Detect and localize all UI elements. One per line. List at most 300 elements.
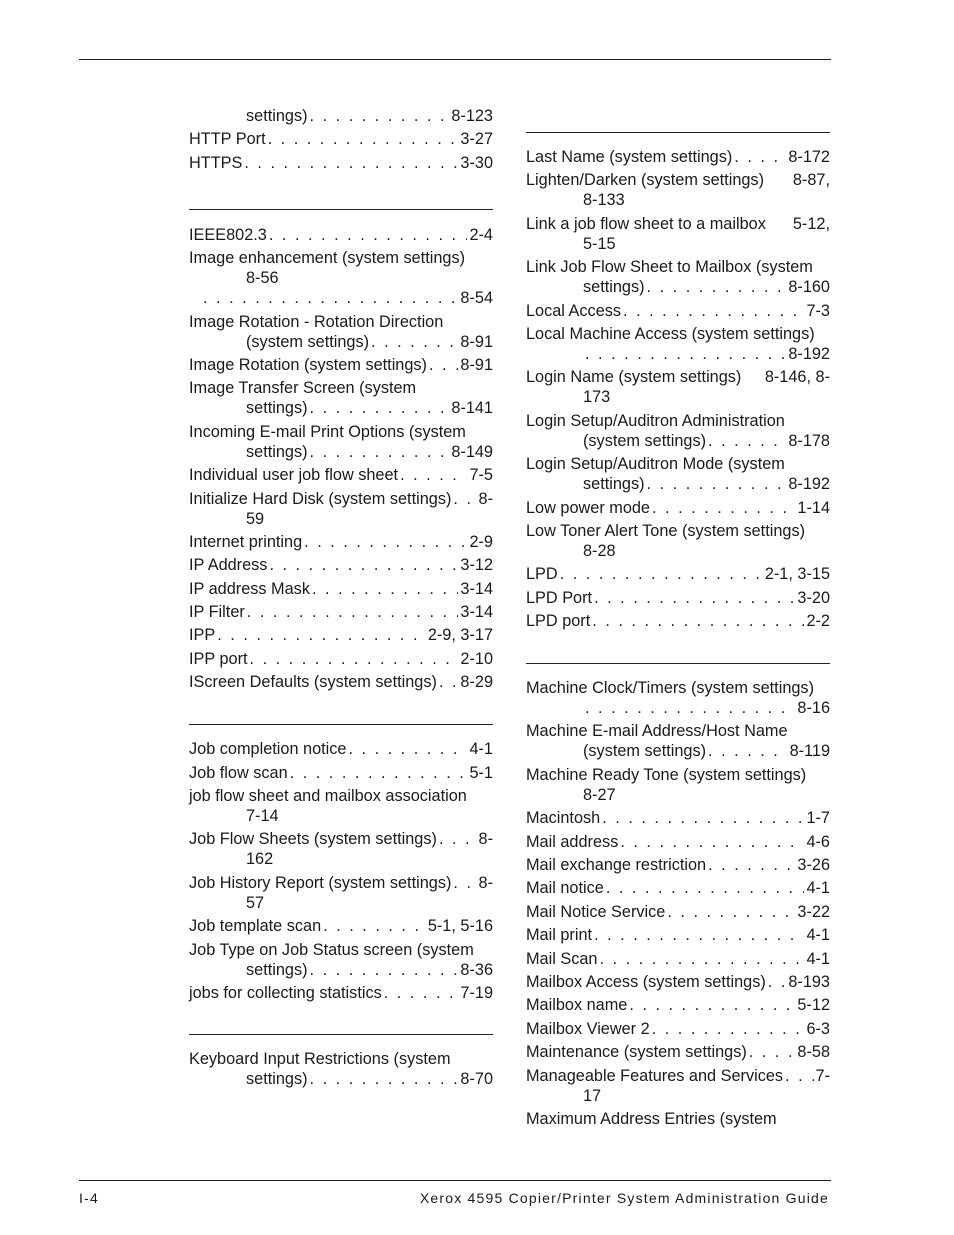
index-line	[189, 129, 493, 149]
index-entry	[526, 1042, 830, 1062]
dot-leader	[244, 153, 458, 173]
page-ref: 3-27	[460, 130, 493, 149]
index-term: 8-56	[246, 269, 279, 288]
page-ref: 8-	[478, 830, 493, 849]
dot-leader	[203, 288, 458, 308]
page-ref: 3-22	[797, 902, 830, 921]
index-line	[526, 411, 830, 431]
dot-leader	[708, 741, 788, 761]
index-line	[189, 398, 493, 418]
dot-leader	[667, 902, 795, 922]
page-ref: 3-30	[460, 153, 493, 172]
index-entry	[189, 422, 493, 462]
dot-leader	[439, 829, 477, 849]
index-line	[189, 806, 493, 826]
page-ref: 8-87,	[792, 171, 830, 190]
page-ref: 8-91	[460, 332, 493, 351]
index-entry	[189, 248, 493, 308]
page-ref: 4-6	[806, 832, 830, 851]
index-term: (system settings)	[583, 742, 707, 761]
index-entry	[526, 1019, 830, 1039]
dot-leader	[310, 398, 450, 418]
dot-leader	[304, 532, 467, 552]
page-ref: 8-36	[460, 960, 493, 979]
dot-leader	[310, 106, 450, 126]
index-line	[189, 579, 493, 599]
index-line	[526, 1066, 830, 1086]
dot-leader	[429, 355, 458, 375]
index-line	[526, 234, 830, 254]
index-line	[189, 532, 493, 552]
dot-leader	[734, 147, 786, 167]
index-line	[526, 367, 830, 387]
index-line	[526, 721, 830, 741]
index-entry	[189, 916, 493, 936]
index-term: Mailbox Access (system settings)	[526, 972, 766, 991]
index-line	[189, 465, 493, 485]
index-term: Mail notice	[526, 879, 604, 898]
index-term: Machine Clock/Timers (system settings)	[526, 679, 814, 698]
index-entry	[189, 532, 493, 552]
index-entry	[526, 878, 830, 898]
index-line	[189, 960, 493, 980]
page-ref: 1-14	[797, 498, 830, 517]
index-term: Job History Report (system settings)	[189, 873, 452, 892]
index-term: Incoming E-mail Print Options (system	[189, 422, 466, 441]
index-line	[526, 541, 830, 561]
dot-leader	[785, 1066, 813, 1086]
index-line	[189, 422, 493, 442]
dot-leader	[652, 1019, 805, 1039]
dot-leader	[585, 698, 795, 718]
index-term: IPP port	[189, 649, 248, 668]
index-line	[526, 301, 830, 321]
index-term: IEEE802.3	[189, 225, 267, 244]
index-term: 7-14	[246, 807, 279, 826]
index-term: IPP	[189, 626, 216, 645]
index-entry	[526, 972, 830, 992]
index-line	[189, 672, 493, 692]
index-term: settings)	[246, 399, 308, 418]
index-line	[526, 588, 830, 608]
index-term: HTTPS	[189, 153, 243, 172]
index-entry	[526, 564, 830, 584]
page-ref: 8-58	[797, 1043, 830, 1062]
index-term: IP Address	[189, 556, 268, 575]
page-ref: 8-	[478, 873, 493, 892]
index-entry	[189, 465, 493, 485]
index-entry	[526, 949, 830, 969]
index-line	[189, 489, 493, 509]
index-term: 8-28	[583, 541, 616, 560]
page-ref: 8-160	[788, 278, 830, 297]
index-term: Macintosh	[526, 809, 601, 828]
index-line	[526, 698, 830, 718]
page-ref: 8-16	[797, 699, 830, 718]
page-ref: 3-20	[797, 588, 830, 607]
index-line	[189, 829, 493, 849]
index-entry	[189, 940, 493, 980]
index-term: 5-15	[583, 234, 616, 253]
index-entry	[189, 555, 493, 575]
dot-leader	[453, 873, 476, 893]
index-term: Image Transfer Screen (system	[189, 379, 417, 398]
index-term: Link a job flow sheet to a mailbox	[526, 214, 766, 233]
index-entry	[526, 170, 830, 210]
page-ref: 8-149	[451, 442, 493, 461]
index-term: settings)	[246, 1069, 308, 1088]
page-ref: 4-1	[469, 740, 493, 759]
page-ref: 8-141	[451, 399, 493, 418]
dot-leader	[708, 855, 795, 875]
index-term: settings)	[583, 278, 645, 297]
dot-leader	[439, 672, 458, 692]
dot-leader	[560, 564, 763, 584]
index-term: Lighten/Darken (system settings)	[526, 171, 764, 190]
index-line	[526, 855, 830, 875]
index-term: Maximum Address Entries (system	[526, 1109, 777, 1128]
index-entry	[526, 521, 830, 561]
dot-leader	[290, 763, 468, 783]
index-line	[189, 916, 493, 936]
page-ref: 3-12	[460, 556, 493, 575]
index-entry	[526, 611, 830, 631]
index-line	[526, 431, 830, 451]
dot-leader	[269, 555, 458, 575]
index-term: Maintenance (system settings)	[526, 1043, 747, 1062]
dot-leader	[606, 878, 805, 898]
index-term: Internet printing	[189, 532, 303, 551]
index-line	[189, 268, 493, 288]
index-entry	[189, 106, 493, 126]
page-ref: 8-178	[788, 431, 830, 450]
index-entry	[526, 367, 830, 407]
index-entry	[526, 721, 830, 761]
index-term: 57	[246, 893, 265, 912]
index-term: LPD Port	[526, 588, 593, 607]
index-entry	[189, 489, 493, 529]
page-ref: 5-12	[797, 996, 830, 1015]
index-entry	[189, 786, 493, 826]
index-line	[526, 741, 830, 761]
index-term: Job Type on Job Status screen (system	[189, 940, 474, 959]
index-column-right	[526, 121, 830, 1132]
index-term: Mail print	[526, 926, 593, 945]
index-entry	[189, 1049, 493, 1089]
index-line	[189, 625, 493, 645]
index-line	[526, 344, 830, 364]
index-entry	[526, 678, 830, 718]
section-divider	[526, 132, 830, 133]
dot-leader	[602, 808, 804, 828]
index-term: Machine E-mail Address/Host Name	[526, 722, 788, 741]
index-line	[526, 878, 830, 898]
index-line	[189, 786, 493, 806]
index-line	[189, 602, 493, 622]
page-ref: 8-	[478, 489, 493, 508]
dot-leader	[585, 344, 786, 364]
index-line	[189, 893, 493, 913]
index-line	[189, 106, 493, 126]
index-term: Individual user job flow sheet	[189, 466, 399, 485]
index-line	[189, 873, 493, 893]
index-term: IP address Mask	[189, 579, 310, 598]
index-term: settings)	[246, 107, 308, 125]
section-divider	[189, 209, 493, 210]
dot-leader	[620, 832, 804, 852]
index-term: Job completion notice	[189, 740, 347, 759]
index-line	[189, 153, 493, 173]
index-line	[526, 257, 830, 277]
index-line	[526, 949, 830, 969]
index-entry	[189, 602, 493, 622]
section-divider	[526, 663, 830, 664]
index-line	[189, 849, 493, 869]
index-term: Mail Scan	[526, 949, 598, 968]
index-line	[189, 509, 493, 529]
index-term: settings)	[246, 960, 308, 979]
index-term: Login Name (system settings)	[526, 368, 742, 387]
index-entry	[189, 672, 493, 692]
index-term: Mailbox Viewer 2	[526, 1019, 650, 1038]
index-entry	[526, 808, 830, 828]
index-entry	[526, 498, 830, 518]
index-line	[189, 332, 493, 352]
footer-title: Xerox 4595 Copier/Printer System Administration Guide	[419, 1190, 829, 1206]
index-line	[189, 983, 493, 1003]
dot-leader	[594, 925, 804, 945]
index-term: (system settings)	[583, 431, 707, 450]
header-rule	[79, 59, 831, 60]
index-entry	[526, 257, 830, 297]
dot-leader	[629, 995, 795, 1015]
dot-leader	[594, 588, 795, 608]
dot-leader	[647, 277, 787, 297]
index-line	[526, 387, 830, 407]
index-line	[526, 765, 830, 785]
index-line	[526, 902, 830, 922]
index-line	[189, 763, 493, 783]
index-term: jobs for collecting statistics	[189, 983, 382, 1002]
index-line	[189, 355, 493, 375]
index-line	[526, 214, 830, 234]
page-ref: 2-10	[460, 649, 493, 668]
index-entry	[526, 214, 830, 254]
page-ref: 4-1	[806, 879, 830, 898]
index-term: IP Filter	[189, 603, 245, 622]
index-term: 17	[583, 1086, 602, 1105]
dot-leader	[768, 972, 787, 992]
index-entry	[526, 925, 830, 945]
dot-leader	[600, 949, 805, 969]
index-entry	[189, 763, 493, 783]
dot-leader	[749, 1042, 796, 1062]
index-term: Mail exchange restriction	[526, 856, 707, 875]
index-line	[526, 498, 830, 518]
page-ref: 3-14	[460, 603, 493, 622]
index-entry	[526, 147, 830, 167]
index-term: Mailbox name	[526, 996, 628, 1015]
index-term: 8-133	[583, 191, 625, 210]
dot-leader	[348, 739, 467, 759]
index-entry	[526, 411, 830, 451]
index-entry	[189, 129, 493, 149]
index-entry	[189, 312, 493, 352]
index-term: Image Rotation - Rotation Direction	[189, 312, 444, 331]
dot-leader	[310, 960, 459, 980]
index-entry	[189, 225, 493, 245]
page-ref: 4-1	[806, 949, 830, 968]
index-term: 173	[583, 388, 611, 407]
page-ref: 8-119	[789, 742, 830, 761]
page-ref: 3-14	[460, 579, 493, 598]
page-ref: 7-3	[806, 301, 830, 320]
index-line	[189, 555, 493, 575]
index-line	[189, 378, 493, 398]
index-line	[526, 454, 830, 474]
index-term: Job template scan	[189, 917, 322, 936]
dot-leader	[310, 442, 450, 462]
footer-rule	[79, 1180, 831, 1181]
page-ref: 6-3	[806, 1019, 830, 1038]
index-term: Last Name (system settings)	[526, 148, 733, 166]
section-divider	[189, 724, 493, 725]
index-line	[189, 225, 493, 245]
page-ref: 2-4	[469, 225, 493, 244]
page-ref: 2-2	[806, 612, 830, 631]
page-number: I-4	[79, 1190, 99, 1206]
index-entry	[189, 983, 493, 1003]
index-line	[189, 312, 493, 332]
index-line	[526, 147, 830, 167]
index-term: Image enhancement (system settings)	[189, 249, 466, 268]
page-ref: 1-7	[806, 809, 830, 828]
index-line	[526, 925, 830, 945]
dot-leader	[250, 649, 459, 669]
index-entry	[526, 1109, 830, 1129]
index-term: Low Toner Alert Tone (system settings)	[526, 521, 806, 540]
index-entry	[189, 355, 493, 375]
dot-leader	[323, 916, 426, 936]
dot-leader	[647, 474, 787, 494]
index-entry	[189, 873, 493, 913]
index-line	[526, 1019, 830, 1039]
page-ref: 2-9, 3-17	[427, 626, 493, 645]
dot-leader	[623, 301, 804, 321]
index-line	[526, 972, 830, 992]
page-ref: 8-192	[788, 475, 830, 494]
index-term: Keyboard Input Restrictions (system	[189, 1049, 451, 1068]
dot-leader	[371, 332, 458, 352]
index-term: settings)	[246, 442, 308, 461]
index-line	[526, 1109, 830, 1129]
index-term: Login Setup/Auditron Mode (system	[526, 455, 785, 474]
dot-leader	[268, 129, 459, 149]
page-ref: 8-29	[460, 673, 493, 692]
index-line	[526, 1042, 830, 1062]
index-entry	[189, 378, 493, 418]
page-ref: 4-1	[806, 926, 830, 945]
index-line	[189, 940, 493, 960]
index-term: settings)	[583, 475, 645, 494]
index-term: LPD	[526, 565, 558, 584]
index-entry	[189, 649, 493, 669]
index-term: Job flow scan	[189, 763, 288, 782]
index-line	[526, 1086, 830, 1106]
page-ref: 7-5	[469, 466, 493, 485]
index-term: HTTP Port	[189, 130, 266, 149]
index-term: Initialize Hard Disk (system settings)	[189, 489, 452, 508]
dot-leader	[453, 489, 476, 509]
index-line	[189, 649, 493, 669]
index-entry	[526, 902, 830, 922]
page-ref: 8-192	[788, 344, 830, 363]
index-term: Local Machine Access (system settings)	[526, 324, 815, 343]
index-term: Job Flow Sheets (system settings)	[189, 830, 437, 849]
page-ref: 8-70	[460, 1069, 493, 1088]
index-entry	[189, 739, 493, 759]
index-line	[189, 288, 493, 308]
index-entry	[189, 579, 493, 599]
index-entry	[526, 995, 830, 1015]
index-term: IScreen Defaults (system settings)	[189, 673, 437, 692]
index-entry	[526, 855, 830, 875]
index-line	[189, 248, 493, 268]
index-column-left	[189, 106, 493, 1092]
index-line	[526, 995, 830, 1015]
index-line	[526, 474, 830, 494]
index-line	[189, 739, 493, 759]
dot-leader	[652, 498, 795, 518]
page-ref: 5-12,	[792, 214, 830, 233]
page-ref: 8-146, 8-	[764, 368, 830, 387]
index-term: Image Rotation (system settings)	[189, 355, 427, 374]
index-line	[526, 678, 830, 698]
index-entry	[526, 301, 830, 321]
index-term: Local Access	[526, 301, 622, 320]
page-ref: 3-26	[797, 856, 830, 875]
index-line	[526, 277, 830, 297]
index-entry	[526, 324, 830, 364]
page-ref: 7-19	[460, 983, 493, 1002]
index-line	[526, 521, 830, 541]
index-line	[526, 170, 830, 190]
index-entry	[526, 832, 830, 852]
index-line	[189, 1049, 493, 1069]
index-line	[526, 832, 830, 852]
index-term: (system settings)	[246, 332, 370, 351]
dot-leader	[269, 225, 468, 245]
index-term: job flow sheet and mailbox association	[189, 787, 467, 806]
dot-leader	[310, 1069, 459, 1089]
index-line	[526, 564, 830, 584]
index-line	[526, 190, 830, 210]
index-entry	[526, 1066, 830, 1106]
page-ref: 8-123	[451, 107, 493, 125]
index-term: 8-27	[583, 785, 616, 804]
index-term: Mail Notice Service	[526, 902, 666, 921]
page-ref: 8-193	[788, 972, 830, 991]
index-term: 59	[246, 509, 265, 528]
index-line	[526, 324, 830, 344]
index-line	[526, 611, 830, 631]
dot-leader	[384, 983, 459, 1003]
index-line	[526, 808, 830, 828]
page-ref: 2-9	[469, 532, 493, 551]
dot-leader	[312, 579, 458, 599]
page-ref: 8-54	[460, 289, 493, 308]
index-entry	[189, 625, 493, 645]
